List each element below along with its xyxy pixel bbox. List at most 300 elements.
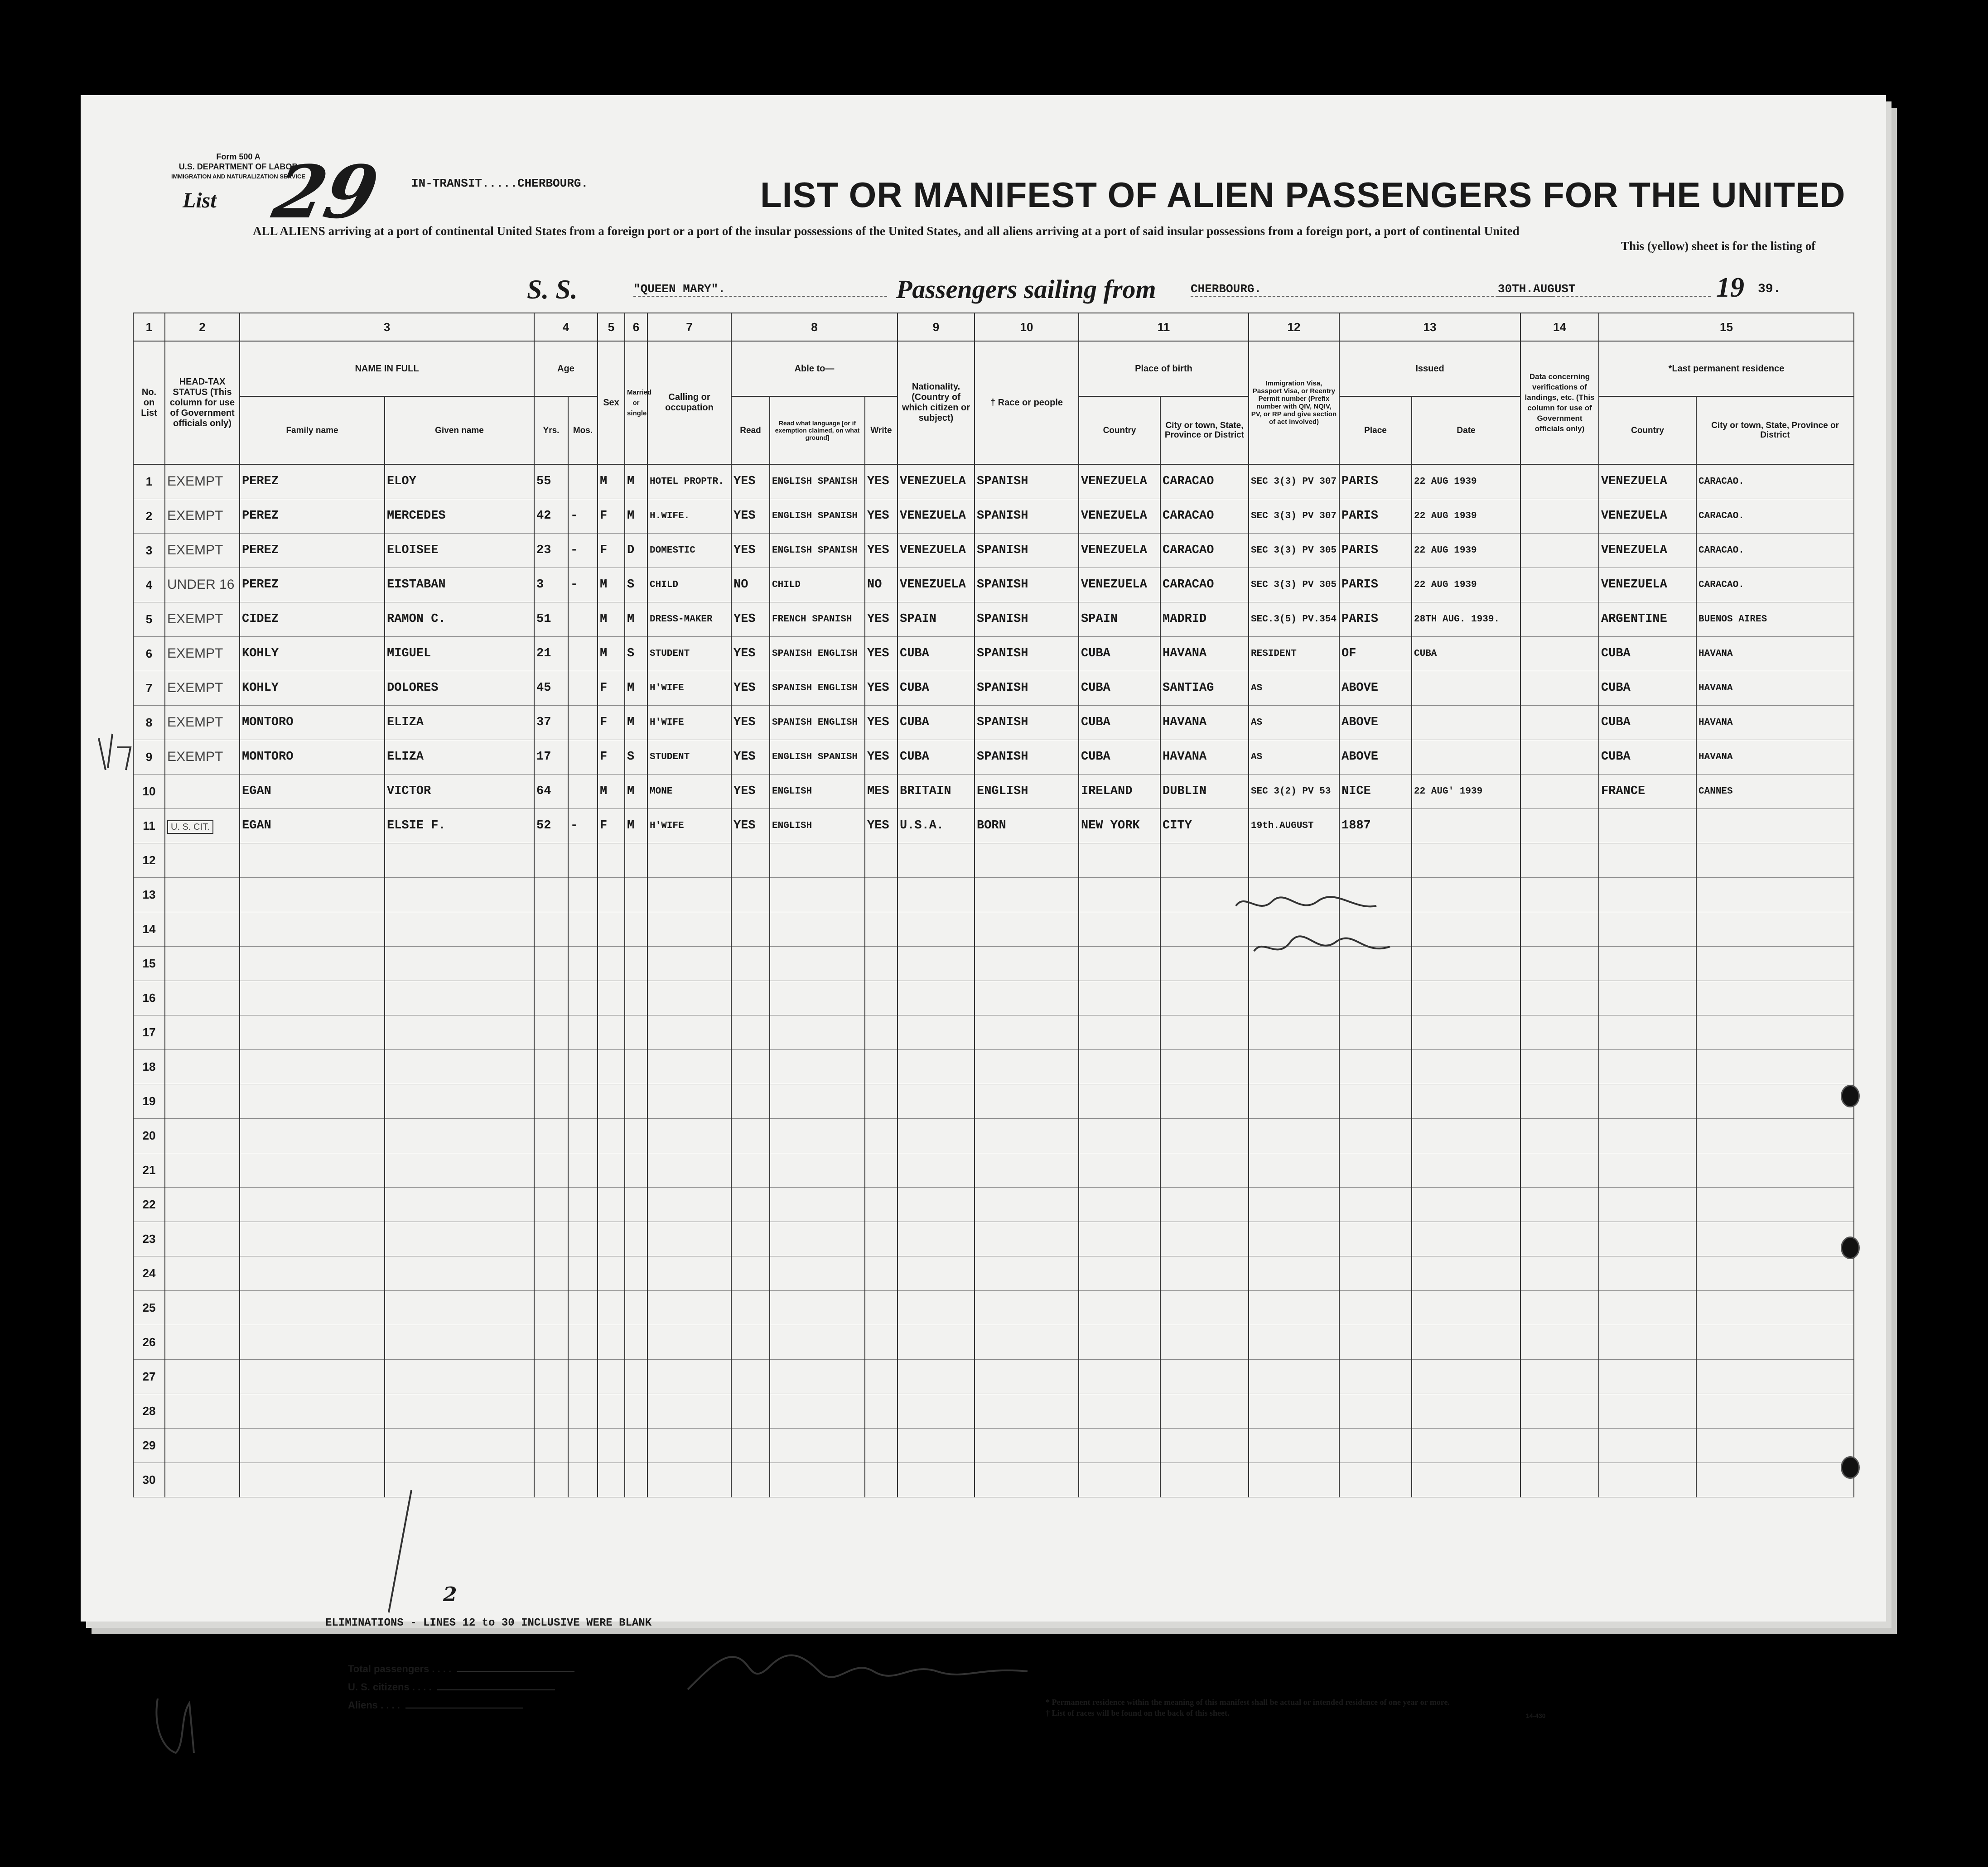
sex-cell: M bbox=[598, 636, 625, 671]
age-years-cell: 17 bbox=[534, 740, 568, 774]
birth-country-cell bbox=[1079, 1015, 1160, 1049]
read-cell bbox=[731, 1290, 770, 1325]
issued-date-cell bbox=[1412, 981, 1520, 1015]
visa-cell: SEC 3(3) PV 305 bbox=[1249, 568, 1339, 602]
given-name-cell: ELOY bbox=[385, 464, 534, 499]
family-name-cell bbox=[240, 1394, 385, 1428]
issued-place-cell: PARIS bbox=[1339, 602, 1412, 636]
birth-country-cell bbox=[1079, 946, 1160, 981]
family-name-cell bbox=[240, 1463, 385, 1497]
read-language-cell: SPANISH ENGLISH bbox=[770, 636, 865, 671]
head-tax-cell bbox=[165, 1015, 240, 1049]
marital-status-cell: M bbox=[625, 499, 647, 533]
residence-city-cell bbox=[1696, 1153, 1854, 1187]
birth-city-cell: CARACAO bbox=[1160, 499, 1249, 533]
residence-city-cell bbox=[1696, 1290, 1854, 1325]
race-cell bbox=[975, 1290, 1079, 1325]
col-issued-date: Date bbox=[1412, 396, 1520, 464]
birth-city-cell bbox=[1160, 1049, 1249, 1084]
given-name-cell bbox=[385, 1394, 534, 1428]
birth-city-cell: CARACAO bbox=[1160, 464, 1249, 499]
check-stroke bbox=[371, 1486, 425, 1622]
issued-date-cell bbox=[1412, 877, 1520, 912]
sex-cell bbox=[598, 1325, 625, 1359]
visa-cell: SEC.3(5) PV.354 bbox=[1249, 602, 1339, 636]
issued-date-cell: 22 AUG 1939 bbox=[1412, 533, 1520, 568]
age-years-cell: 51 bbox=[534, 602, 568, 636]
residence-city-cell bbox=[1696, 1187, 1854, 1222]
residence-city-cell bbox=[1696, 981, 1854, 1015]
row-number: 14 bbox=[133, 912, 165, 946]
marital-status-cell bbox=[625, 1359, 647, 1394]
head-tax-cell: EXEMPT bbox=[165, 636, 240, 671]
row-number: 30 bbox=[133, 1463, 165, 1497]
issued-place-cell bbox=[1339, 1325, 1412, 1359]
race-cell: ENGLISH bbox=[975, 774, 1079, 808]
birth-city-cell: HAVANA bbox=[1160, 740, 1249, 774]
head-tax-cell bbox=[165, 774, 240, 808]
residence-city-cell: HAVANA bbox=[1696, 636, 1854, 671]
write-cell bbox=[865, 1084, 897, 1118]
nationality-cell: CUBA bbox=[897, 636, 975, 671]
residence-city-cell bbox=[1696, 1256, 1854, 1290]
occupation-cell: HOTEL PROPTR. bbox=[647, 464, 731, 499]
residence-country-cell bbox=[1599, 1290, 1696, 1325]
residence-city-cell bbox=[1696, 808, 1854, 843]
residence-country-cell: ARGENTINE bbox=[1599, 602, 1696, 636]
head-tax-cell bbox=[165, 843, 240, 877]
row-number: 8 bbox=[133, 705, 165, 740]
col-issued: Issued bbox=[1339, 341, 1520, 396]
occupation-cell: DRESS-MAKER bbox=[647, 602, 731, 636]
race-cell bbox=[975, 1359, 1079, 1394]
col-race: † Race or people bbox=[975, 341, 1079, 464]
landing-data-cell bbox=[1520, 1256, 1599, 1290]
given-name-cell bbox=[385, 1049, 534, 1084]
residence-country-cell bbox=[1599, 1153, 1696, 1187]
occupation-cell bbox=[647, 1359, 731, 1394]
issued-date-cell: 22 AUG 1939 bbox=[1412, 568, 1520, 602]
landing-data-cell bbox=[1520, 568, 1599, 602]
read-cell bbox=[731, 1049, 770, 1084]
us-citizens-line bbox=[348, 1681, 555, 1693]
landing-data-cell bbox=[1520, 946, 1599, 981]
write-cell bbox=[865, 1187, 897, 1222]
race-cell: SPANISH bbox=[975, 464, 1079, 499]
birth-country-cell bbox=[1079, 843, 1160, 877]
col-sex: Sex bbox=[598, 341, 625, 464]
visa-cell: SEC 3(3) PV 305 bbox=[1249, 533, 1339, 568]
issued-place-cell bbox=[1339, 1359, 1412, 1394]
write-cell: YES bbox=[865, 705, 897, 740]
residence-city-cell: CARACAO. bbox=[1696, 533, 1854, 568]
issued-date-cell: 22 AUG' 1939 bbox=[1412, 774, 1520, 808]
blank-row bbox=[133, 912, 1854, 946]
issued-date-cell: CUBA bbox=[1412, 636, 1520, 671]
issued-date-cell: 28TH AUG. 1939. bbox=[1412, 602, 1520, 636]
read-language-cell bbox=[770, 1084, 865, 1118]
row-number: 16 bbox=[133, 981, 165, 1015]
nationality-cell: CUBA bbox=[897, 671, 975, 705]
landing-data-cell bbox=[1520, 981, 1599, 1015]
nationality-cell bbox=[897, 1015, 975, 1049]
sex-cell bbox=[598, 1359, 625, 1394]
birth-city-cell bbox=[1160, 981, 1249, 1015]
read-language-cell bbox=[770, 981, 865, 1015]
nationality-cell bbox=[897, 1084, 975, 1118]
sex-cell: F bbox=[598, 499, 625, 533]
occupation-cell bbox=[647, 843, 731, 877]
family-name-cell: PEREZ bbox=[240, 464, 385, 499]
read-language-cell bbox=[770, 1222, 865, 1256]
col-name-in-full: NAME IN FULL bbox=[240, 341, 534, 396]
write-cell bbox=[865, 1118, 897, 1153]
issued-date-cell bbox=[1412, 1015, 1520, 1049]
issued-date-cell bbox=[1412, 1428, 1520, 1463]
family-name-cell: KOHLY bbox=[240, 671, 385, 705]
table-row bbox=[133, 740, 1854, 774]
birth-city-cell: CITY bbox=[1160, 808, 1249, 843]
head-tax-cell bbox=[165, 1118, 240, 1153]
occupation-cell bbox=[647, 1325, 731, 1359]
family-name-cell bbox=[240, 1222, 385, 1256]
us-citizen-stamp: U. S. CIT. bbox=[167, 820, 213, 834]
write-cell bbox=[865, 912, 897, 946]
page-title: LIST OR MANIFEST OF ALIEN PASSENGERS FOR THE UNITED bbox=[760, 175, 1846, 215]
issued-date-cell bbox=[1412, 740, 1520, 774]
residence-country-cell bbox=[1599, 1359, 1696, 1394]
issued-place-cell bbox=[1339, 1290, 1412, 1325]
in-transit-note: IN-TRANSIT.....CHERBOURG. bbox=[411, 177, 589, 190]
birth-country-cell bbox=[1079, 1394, 1160, 1428]
aliens-line bbox=[348, 1699, 523, 1711]
nationality-cell bbox=[897, 877, 975, 912]
issued-place-cell bbox=[1339, 1187, 1412, 1222]
race-cell: SPANISH bbox=[975, 740, 1079, 774]
birth-city-cell: MADRID bbox=[1160, 602, 1249, 636]
read-language-cell bbox=[770, 1325, 865, 1359]
visa-cell: 19th.AUGUST bbox=[1249, 808, 1339, 843]
residence-country-cell: VENEZUELA bbox=[1599, 464, 1696, 499]
age-months-cell bbox=[568, 1015, 598, 1049]
blank-row bbox=[133, 1084, 1854, 1118]
visa-cell bbox=[1249, 1153, 1339, 1187]
birth-city-cell bbox=[1160, 1187, 1249, 1222]
col-family-name: Family name bbox=[240, 396, 385, 464]
row-number: 7 bbox=[133, 671, 165, 705]
age-months-cell bbox=[568, 1394, 598, 1428]
visa-cell bbox=[1249, 1428, 1339, 1463]
age-years-cell bbox=[534, 946, 568, 981]
age-months-cell bbox=[568, 671, 598, 705]
residence-city-cell bbox=[1696, 1394, 1854, 1428]
blank-row bbox=[133, 1222, 1854, 1256]
issued-place-cell bbox=[1339, 1153, 1412, 1187]
birth-city-cell: HAVANA bbox=[1160, 705, 1249, 740]
given-name-cell bbox=[385, 1325, 534, 1359]
col-number: 4 bbox=[534, 313, 598, 341]
col-number: 7 bbox=[647, 313, 731, 341]
sailing-label: Passengers sailing from bbox=[896, 274, 1156, 304]
head-tax-cell: EXEMPT bbox=[165, 464, 240, 499]
write-cell bbox=[865, 877, 897, 912]
marital-status-cell bbox=[625, 1015, 647, 1049]
residence-country-cell bbox=[1599, 1428, 1696, 1463]
residence-city-cell: BUENOS AIRES bbox=[1696, 602, 1854, 636]
col-number: 5 bbox=[598, 313, 625, 341]
issued-place-cell: ABOVE bbox=[1339, 705, 1412, 740]
row-number: 12 bbox=[133, 843, 165, 877]
read-cell: YES bbox=[731, 740, 770, 774]
total-passengers-line bbox=[348, 1663, 574, 1675]
row-number: 25 bbox=[133, 1290, 165, 1325]
head-tax-cell: EXEMPT bbox=[165, 602, 240, 636]
col-nationality: Nationality. (Country of which citizen or subject) bbox=[897, 341, 975, 464]
race-cell bbox=[975, 912, 1079, 946]
marital-status-cell bbox=[625, 1428, 647, 1463]
race-cell: SPANISH bbox=[975, 499, 1079, 533]
family-name-cell: PEREZ bbox=[240, 533, 385, 568]
landing-data-cell bbox=[1520, 533, 1599, 568]
landing-data-cell bbox=[1520, 1394, 1599, 1428]
head-tax-cell bbox=[165, 1256, 240, 1290]
age-months-cell bbox=[568, 1049, 598, 1084]
age-months-cell: - bbox=[568, 499, 598, 533]
birth-country-cell: NEW YORK bbox=[1079, 808, 1160, 843]
col-married: Married or single bbox=[625, 341, 647, 464]
row-number: 1 bbox=[133, 464, 165, 499]
birth-city-cell bbox=[1160, 1463, 1249, 1497]
age-months-cell bbox=[568, 1290, 598, 1325]
col-birth-city: City or town, State, Province or District bbox=[1160, 396, 1249, 464]
nationality-cell: VENEZUELA bbox=[897, 499, 975, 533]
issued-place-cell: 1887 bbox=[1339, 808, 1412, 843]
residence-city-cell bbox=[1696, 1359, 1854, 1394]
age-years-cell bbox=[534, 1084, 568, 1118]
issued-place-cell bbox=[1339, 1256, 1412, 1290]
read-cell: YES bbox=[731, 808, 770, 843]
read-cell bbox=[731, 946, 770, 981]
head-tax-cell: EXEMPT bbox=[165, 499, 240, 533]
visa-cell: AS bbox=[1249, 705, 1339, 740]
family-name-cell bbox=[240, 1015, 385, 1049]
col-number: 2 bbox=[165, 313, 240, 341]
age-years-cell: 37 bbox=[534, 705, 568, 740]
residence-country-cell: VENEZUELA bbox=[1599, 533, 1696, 568]
marital-status-cell: D bbox=[625, 533, 647, 568]
age-months-cell: - bbox=[568, 533, 598, 568]
family-name-cell: CIDEZ bbox=[240, 602, 385, 636]
visa-cell bbox=[1249, 1463, 1339, 1497]
us-citizens-label: U. S. citizens . . . . bbox=[348, 1681, 432, 1693]
read-language-cell: ENGLISH bbox=[770, 808, 865, 843]
age-years-cell bbox=[534, 912, 568, 946]
occupation-cell bbox=[647, 1463, 731, 1497]
issued-place-cell: PARIS bbox=[1339, 533, 1412, 568]
visa-cell bbox=[1249, 1290, 1339, 1325]
birth-city-cell bbox=[1160, 1084, 1249, 1118]
row-number: 15 bbox=[133, 946, 165, 981]
given-name-cell bbox=[385, 1015, 534, 1049]
col-number: 8 bbox=[731, 313, 897, 341]
race-cell bbox=[975, 1015, 1079, 1049]
sex-cell bbox=[598, 843, 625, 877]
list-number: 29 bbox=[266, 149, 386, 235]
occupation-cell: DOMESTIC bbox=[647, 533, 731, 568]
given-name-cell: EISTABAN bbox=[385, 568, 534, 602]
sex-cell bbox=[598, 1394, 625, 1428]
race-cell: SPANISH bbox=[975, 705, 1079, 740]
age-months-cell: - bbox=[568, 568, 598, 602]
nationality-cell: CUBA bbox=[897, 705, 975, 740]
col-read-language: Read what language [or if exemption claimed, on what ground] bbox=[770, 396, 865, 464]
read-cell bbox=[731, 843, 770, 877]
residence-country-cell bbox=[1599, 1187, 1696, 1222]
residence-city-cell: CARACAO. bbox=[1696, 499, 1854, 533]
age-months-cell bbox=[568, 705, 598, 740]
birth-city-cell bbox=[1160, 843, 1249, 877]
landing-data-cell bbox=[1520, 774, 1599, 808]
nationality-cell: VENEZUELA bbox=[897, 464, 975, 499]
department-name: U.S. DEPARTMENT OF LABOR bbox=[179, 162, 298, 171]
occupation-cell: CHILD bbox=[647, 568, 731, 602]
residence-city-cell bbox=[1696, 1325, 1854, 1359]
residence-country-cell bbox=[1599, 1118, 1696, 1153]
age-months-cell bbox=[568, 1222, 598, 1256]
head-tax-cell bbox=[165, 912, 240, 946]
read-cell bbox=[731, 981, 770, 1015]
write-cell bbox=[865, 1428, 897, 1463]
col-birth-country: Country bbox=[1079, 396, 1160, 464]
race-cell: SPANISH bbox=[975, 568, 1079, 602]
family-name-cell: PEREZ bbox=[240, 499, 385, 533]
age-months-cell bbox=[568, 1428, 598, 1463]
age-years-cell: 42 bbox=[534, 499, 568, 533]
birth-country-cell bbox=[1079, 1359, 1160, 1394]
read-language-cell bbox=[770, 1015, 865, 1049]
read-language-cell bbox=[770, 1256, 865, 1290]
read-language-cell: FRENCH SPANISH bbox=[770, 602, 865, 636]
race-cell bbox=[975, 1463, 1079, 1497]
marital-status-cell: M bbox=[625, 464, 647, 499]
landing-data-cell bbox=[1520, 1325, 1599, 1359]
sex-cell bbox=[598, 1118, 625, 1153]
occupation-cell: H.WIFE. bbox=[647, 499, 731, 533]
row-number: 11 bbox=[133, 808, 165, 843]
blank-row bbox=[133, 1290, 1854, 1325]
birth-city-cell bbox=[1160, 1222, 1249, 1256]
age-years-cell bbox=[534, 1187, 568, 1222]
residence-country-cell bbox=[1599, 1325, 1696, 1359]
birth-country-cell: VENEZUELA bbox=[1079, 568, 1160, 602]
col-number: 13 bbox=[1339, 313, 1520, 341]
read-language-cell bbox=[770, 912, 865, 946]
occupation-cell bbox=[647, 877, 731, 912]
race-cell bbox=[975, 981, 1079, 1015]
read-cell bbox=[731, 1153, 770, 1187]
col-number: 1 bbox=[133, 313, 165, 341]
age-years-cell bbox=[534, 1222, 568, 1256]
punch-hole bbox=[1841, 1085, 1860, 1107]
birth-city-cell bbox=[1160, 1153, 1249, 1187]
visa-cell bbox=[1249, 1084, 1339, 1118]
write-cell bbox=[865, 1015, 897, 1049]
row-number: 5 bbox=[133, 602, 165, 636]
issued-date-cell bbox=[1412, 1187, 1520, 1222]
occupation-cell: STUDENT bbox=[647, 636, 731, 671]
family-name-cell bbox=[240, 1290, 385, 1325]
col-place-of-birth: Place of birth bbox=[1079, 341, 1249, 396]
given-name-cell bbox=[385, 1118, 534, 1153]
marital-status-cell: S bbox=[625, 636, 647, 671]
margin-scribble bbox=[149, 1689, 203, 1762]
write-cell bbox=[865, 1394, 897, 1428]
race-cell bbox=[975, 1084, 1079, 1118]
race-cell: SPANISH bbox=[975, 533, 1079, 568]
age-months-cell bbox=[568, 636, 598, 671]
nationality-cell bbox=[897, 1325, 975, 1359]
row-number: 24 bbox=[133, 1256, 165, 1290]
birth-city-cell bbox=[1160, 1359, 1249, 1394]
read-cell: YES bbox=[731, 464, 770, 499]
family-name-cell bbox=[240, 877, 385, 912]
age-years-cell: 45 bbox=[534, 671, 568, 705]
residence-city-cell bbox=[1696, 1428, 1854, 1463]
sex-cell bbox=[598, 1463, 625, 1497]
read-cell bbox=[731, 1394, 770, 1428]
marital-status-cell: M bbox=[625, 671, 647, 705]
family-name-cell bbox=[240, 1187, 385, 1222]
marital-status-cell bbox=[625, 1325, 647, 1359]
marital-status-cell bbox=[625, 1153, 647, 1187]
nationality-cell: SPAIN bbox=[897, 602, 975, 636]
issued-place-cell bbox=[1339, 1394, 1412, 1428]
occupation-cell: MONE bbox=[647, 774, 731, 808]
col-number: 10 bbox=[975, 313, 1079, 341]
given-name-cell bbox=[385, 946, 534, 981]
family-name-cell bbox=[240, 1256, 385, 1290]
issued-date-cell bbox=[1412, 1290, 1520, 1325]
blank-row bbox=[133, 1359, 1854, 1394]
row-number: 26 bbox=[133, 1325, 165, 1359]
birth-city-cell bbox=[1160, 1015, 1249, 1049]
birth-country-cell bbox=[1079, 1325, 1160, 1359]
residence-country-cell bbox=[1599, 1222, 1696, 1256]
birth-city-cell: CARACAO bbox=[1160, 533, 1249, 568]
landing-data-cell bbox=[1520, 912, 1599, 946]
birth-country-cell bbox=[1079, 1187, 1160, 1222]
nationality-cell bbox=[897, 981, 975, 1015]
column-number-row bbox=[133, 313, 1854, 341]
occupation-cell bbox=[647, 981, 731, 1015]
age-years-cell bbox=[534, 843, 568, 877]
sex-cell: M bbox=[598, 464, 625, 499]
residence-city-cell bbox=[1696, 912, 1854, 946]
race-cell: BORN bbox=[975, 808, 1079, 843]
issued-place-cell: PARIS bbox=[1339, 464, 1412, 499]
row-number: 3 bbox=[133, 533, 165, 568]
given-name-cell: RAMON C. bbox=[385, 602, 534, 636]
marital-status-cell bbox=[625, 1394, 647, 1428]
read-language-cell: ENGLISH SPANISH bbox=[770, 740, 865, 774]
marital-status-cell bbox=[625, 877, 647, 912]
race-cell: SPANISH bbox=[975, 602, 1079, 636]
given-name-cell: VICTOR bbox=[385, 774, 534, 808]
col-number: 11 bbox=[1079, 313, 1249, 341]
occupation-cell bbox=[647, 1290, 731, 1325]
read-language-cell bbox=[770, 1359, 865, 1394]
age-months-cell bbox=[568, 464, 598, 499]
